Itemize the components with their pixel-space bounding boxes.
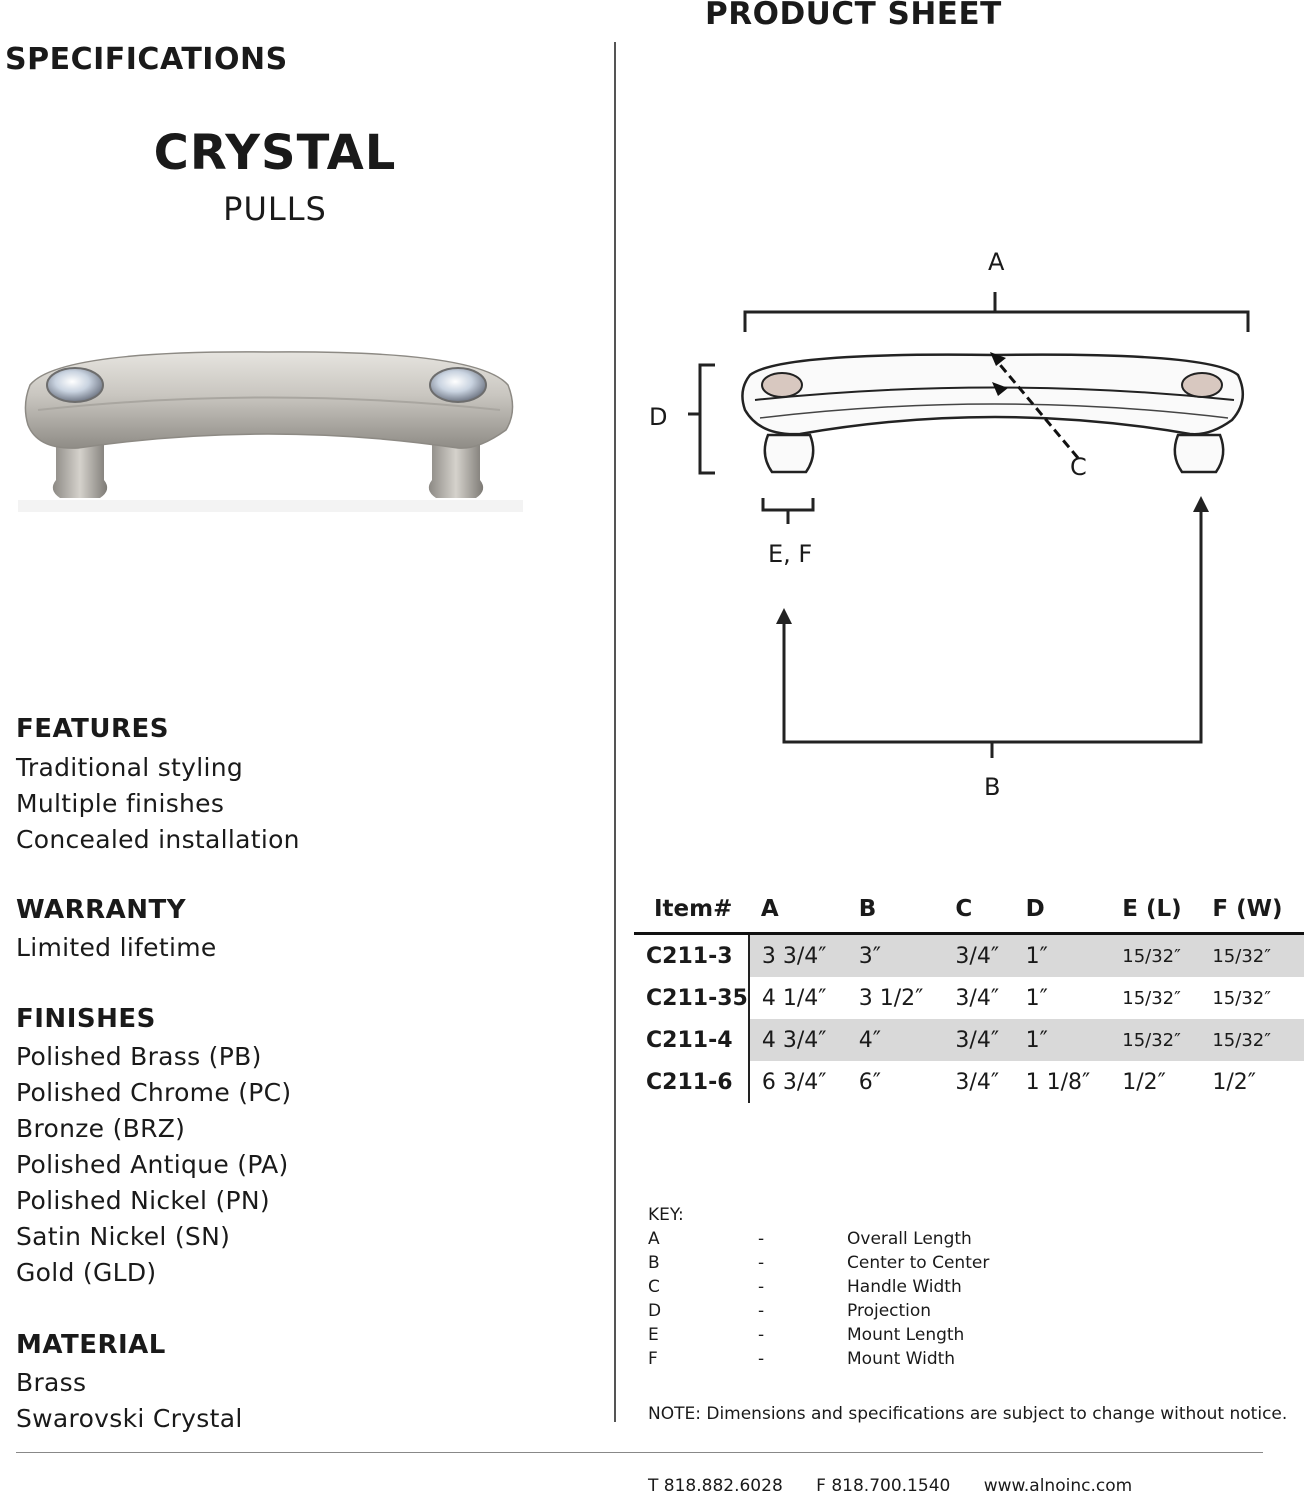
key-letter: A — [648, 1229, 660, 1249]
list-item: Concealed installation — [16, 825, 300, 854]
label-ef: E, F — [768, 540, 813, 568]
product-sheet-heading: PRODUCT SHEET — [705, 0, 1002, 32]
table-cell: C211-4 — [634, 1019, 749, 1061]
product-photo — [18, 330, 523, 515]
list-item: Polished Nickel (PN) — [16, 1186, 270, 1215]
product-title: CRYSTAL — [153, 125, 397, 181]
list-item: Satin Nickel (SN) — [16, 1222, 231, 1251]
key-dash: - — [758, 1253, 765, 1273]
table-cell: 6 3/4″ — [761, 1069, 827, 1095]
finishes-label: FINISHES — [16, 1004, 156, 1034]
key-dash: - — [758, 1325, 765, 1345]
table-cell: 15/32″ — [1212, 987, 1271, 1009]
col-d: D — [1014, 892, 1111, 934]
label-a: A — [988, 248, 1005, 276]
dimension-diagram — [620, 240, 1300, 820]
spec-table — [634, 892, 1304, 1103]
col-c: C — [943, 892, 1013, 934]
finishes-list — [16, 1039, 291, 1291]
col-f: F (W) — [1200, 892, 1304, 934]
warranty-list — [16, 930, 217, 966]
list-item: Multiple finishes — [16, 789, 225, 818]
key-desc: Center to Center — [847, 1253, 990, 1273]
vertical-divider — [614, 42, 616, 1422]
table-cell: 3 1/2″ — [858, 985, 924, 1011]
table-cell: 1″ — [1014, 934, 1111, 978]
key-letter: D — [648, 1301, 662, 1321]
key-letter: F — [648, 1349, 658, 1369]
label-d: D — [649, 403, 668, 431]
list-item: Gold (GLD) — [16, 1258, 157, 1287]
key-letter: E — [648, 1325, 659, 1345]
table-cell: 1/2″ — [1122, 1069, 1166, 1095]
features-list — [16, 750, 300, 858]
key-title: KEY: — [648, 1205, 684, 1225]
table-cell: C211-35 — [634, 977, 749, 1019]
key-dash: - — [758, 1349, 765, 1369]
table-cell: 1″ — [1025, 985, 1048, 1011]
list-item: Polished Antique (PA) — [16, 1150, 289, 1179]
table-cell: 1″ — [1014, 1019, 1111, 1061]
table-row — [634, 934, 1304, 978]
table-cell: 3/4″ — [943, 1019, 1013, 1061]
list-item: Limited lifetime — [16, 933, 217, 962]
key-desc: Projection — [847, 1301, 932, 1321]
key-dash: - — [758, 1229, 765, 1249]
table-cell: 3/4″ — [955, 1069, 1000, 1095]
col-b: B — [847, 892, 944, 934]
list-item: Polished Brass (PB) — [16, 1042, 262, 1071]
col-a: A — [749, 892, 847, 934]
table-cell: 3 3/4″ — [749, 934, 847, 978]
table-cell: 3/4″ — [943, 934, 1013, 978]
table-cell: C211-6 — [634, 1061, 749, 1103]
table-cell: 4 1/4″ — [761, 985, 827, 1011]
table-cell: 4 3/4″ — [749, 1019, 847, 1061]
table-row — [634, 977, 1304, 1019]
key-desc: Mount Width — [847, 1349, 956, 1369]
table-row — [634, 1019, 1304, 1061]
footer-website[interactable]: www.alnoinc.com — [983, 1476, 1133, 1496]
features-label: FEATURES — [16, 714, 169, 744]
key-dash: - — [758, 1301, 765, 1321]
table-cell: 6″ — [858, 1069, 881, 1095]
table-cell: 15/32″ — [1110, 934, 1200, 978]
table-cell: 4″ — [847, 1019, 944, 1061]
list-item: Traditional styling — [16, 753, 244, 782]
key-letter: B — [648, 1253, 660, 1273]
footer-divider — [16, 1452, 1263, 1453]
key-letter: C — [648, 1277, 660, 1297]
footer-fax: F 818.700.1540 — [816, 1476, 951, 1496]
footer-phone: T 818.882.6028 — [648, 1476, 783, 1496]
material-list — [16, 1365, 243, 1437]
list-item: Bronze (BRZ) — [16, 1114, 186, 1143]
table-cell: 3″ — [847, 934, 944, 978]
table-header-row — [634, 892, 1304, 934]
key-dash: - — [758, 1277, 765, 1297]
table-cell: 15/32″ — [1110, 1019, 1200, 1061]
label-b: B — [984, 773, 1001, 801]
label-c: C — [1070, 453, 1087, 481]
product-subtitle: PULLS — [223, 190, 327, 228]
table-cell: 15/32″ — [1122, 987, 1181, 1009]
material-label: MATERIAL — [16, 1330, 166, 1360]
table-cell: C211-3 — [634, 934, 749, 978]
list-item: Swarovski Crystal — [16, 1404, 243, 1433]
table-row — [634, 1061, 1304, 1103]
warranty-label: WARRANTY — [16, 895, 187, 925]
table-cell: 15/32″ — [1200, 934, 1304, 978]
key-desc: Overall Length — [847, 1229, 972, 1249]
table-cell: 1 1/8″ — [1025, 1069, 1091, 1095]
table-cell: 3/4″ — [955, 985, 1000, 1011]
col-item: Item# — [634, 892, 749, 934]
list-item: Polished Chrome (PC) — [16, 1078, 292, 1107]
specifications-heading: SPECIFICATIONS — [5, 42, 288, 77]
table-cell: 1/2″ — [1212, 1069, 1256, 1095]
disclaimer-note: NOTE: Dimensions and specifications are subject to change without notice. — [648, 1404, 1288, 1424]
list-item: Brass — [16, 1368, 87, 1397]
footer-contact — [648, 1476, 1160, 1496]
table-cell: 15/32″ — [1200, 1019, 1304, 1061]
key-desc: Handle Width — [847, 1277, 962, 1297]
key-desc: Mount Length — [847, 1325, 965, 1345]
col-e: E (L) — [1110, 892, 1200, 934]
